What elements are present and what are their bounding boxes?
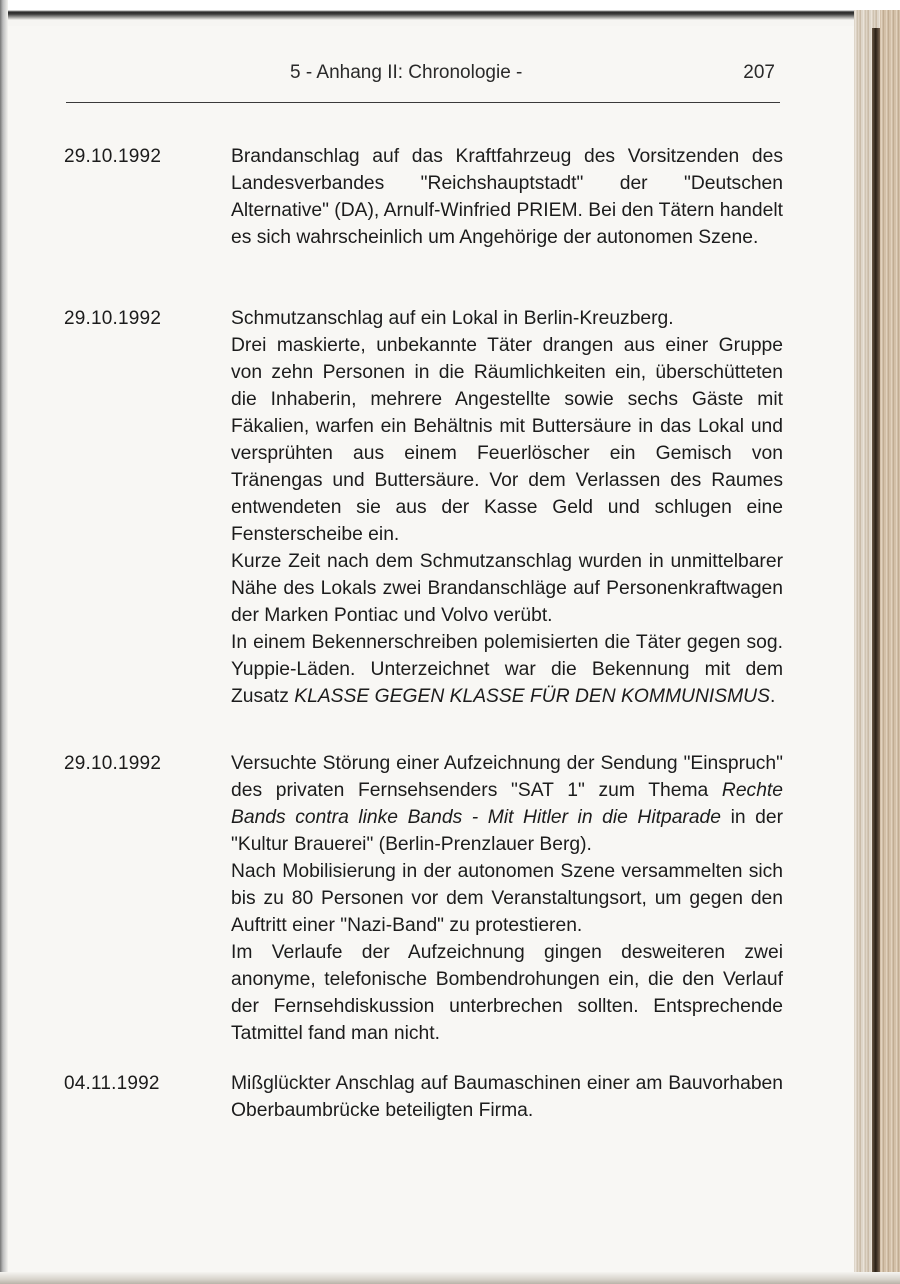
scan-left-edge bbox=[0, 0, 8, 1284]
entry-text bbox=[231, 1070, 783, 1124]
entry-italic-text: KLASSE GEGEN KLASSE FÜR DEN KOMMUNISMUS bbox=[294, 686, 770, 707]
entry-text-run: in der "Kultur Brauerei" (Berlin-Prenzlauer Berg). bbox=[231, 807, 783, 855]
entry-text-run: . bbox=[769, 686, 776, 707]
entry-paragraph bbox=[231, 629, 783, 710]
scan-top-edge bbox=[0, 0, 900, 26]
entry-text-run: Versuchte Störung einer Aufzeichnung der Sendung "Einspruch" des privaten Fernsehsenders "SAT 1" zum Thema bbox=[231, 753, 783, 801]
scan-bottom-edge bbox=[0, 1272, 900, 1284]
running-header bbox=[231, 62, 781, 90]
entry-paragraph: Brandanschlag auf das Kraftfahrzeug des Vorsitzenden des Landesverbandes "Reichshauptstadt" der "Deutschen Alternative" (DA), Arnulf-Winfried PRIEM. Bei den Tätern handelt es sich wahrscheinlich um Angehörige der autonomen Szene. bbox=[231, 146, 783, 248]
chapter-title: 5 - Anhang II: Chronologie - bbox=[290, 62, 523, 83]
entry-paragraph: Im Verlaufe der Aufzeichnung gingen desweiteren zwei anonyme, telefonische Bombendrohungen ein, die den Verlauf der Fernsehdiskussion unterbrechen sollten. Entsprechende Tatmittel fand man nicht. bbox=[231, 942, 783, 1044]
book-spine-edge bbox=[880, 10, 900, 1284]
entry-paragraph: Mißglückter Anschlag auf Baumaschinen einer am Bauvorhaben Oberbaumbrücke beteiligten Firma. bbox=[231, 1073, 783, 1121]
book-spine-shadow bbox=[872, 28, 880, 1274]
entry-text bbox=[231, 305, 783, 710]
page-number: 207 bbox=[743, 62, 775, 83]
entry-paragraph: Kurze Zeit nach dem Schmutzanschlag wurden in unmittelbarer Nähe des Lokals zwei Brandanschläge auf Personenkraftwagen der Marken Pontiac und Volvo verübt. bbox=[231, 551, 783, 626]
entry-date: 29.10.1992 bbox=[64, 753, 162, 774]
entry-text bbox=[231, 750, 783, 1047]
entry-paragraph: Schmutzanschlag auf ein Lokal in Berlin-Kreuzberg. bbox=[231, 308, 674, 329]
entry-italic-text: Rechte Bands contra linke Bands - Mit Hitler in die Hitparade bbox=[231, 780, 783, 828]
header-rule bbox=[66, 102, 780, 103]
entry-date: 29.10.1992 bbox=[64, 146, 162, 167]
entry-text bbox=[231, 143, 783, 251]
entry-text-run: In einem Bekennerschreiben polemisierten die Täter gegen sog. Yuppie-Läden. Unterzeichnet war die Bekennung mit dem Zusatz bbox=[231, 632, 783, 707]
entry-date: 04.11.1992 bbox=[64, 1073, 160, 1094]
entry-date: 29.10.1992 bbox=[64, 308, 162, 329]
entry-paragraph bbox=[231, 750, 783, 858]
entry-paragraph: Nach Mobilisierung in der autonomen Szene versammelten sich bis zu 80 Personen vor dem Veranstaltungsort, um gegen den Auftritt einer "Nazi-Band" zu protestieren. bbox=[231, 861, 783, 936]
entry-paragraph: Drei maskierte, unbekannte Täter drangen aus einer Gruppe von zehn Personen in die Räumlichkeiten ein, überschütteten die Inhaberin, mehrere Angestellte sowie sechs Gäste mit Fäkalien, warfen ein Behältnis mit Buttersäure in das Lokal und versprühten aus einem Feuerlöscher ein Gemisch von Tränengas und Buttersäure. Vor dem Verlassen des Raumes entwendeten sie aus der Kasse Geld und schlugen eine Fensterscheibe ein. bbox=[231, 335, 783, 545]
